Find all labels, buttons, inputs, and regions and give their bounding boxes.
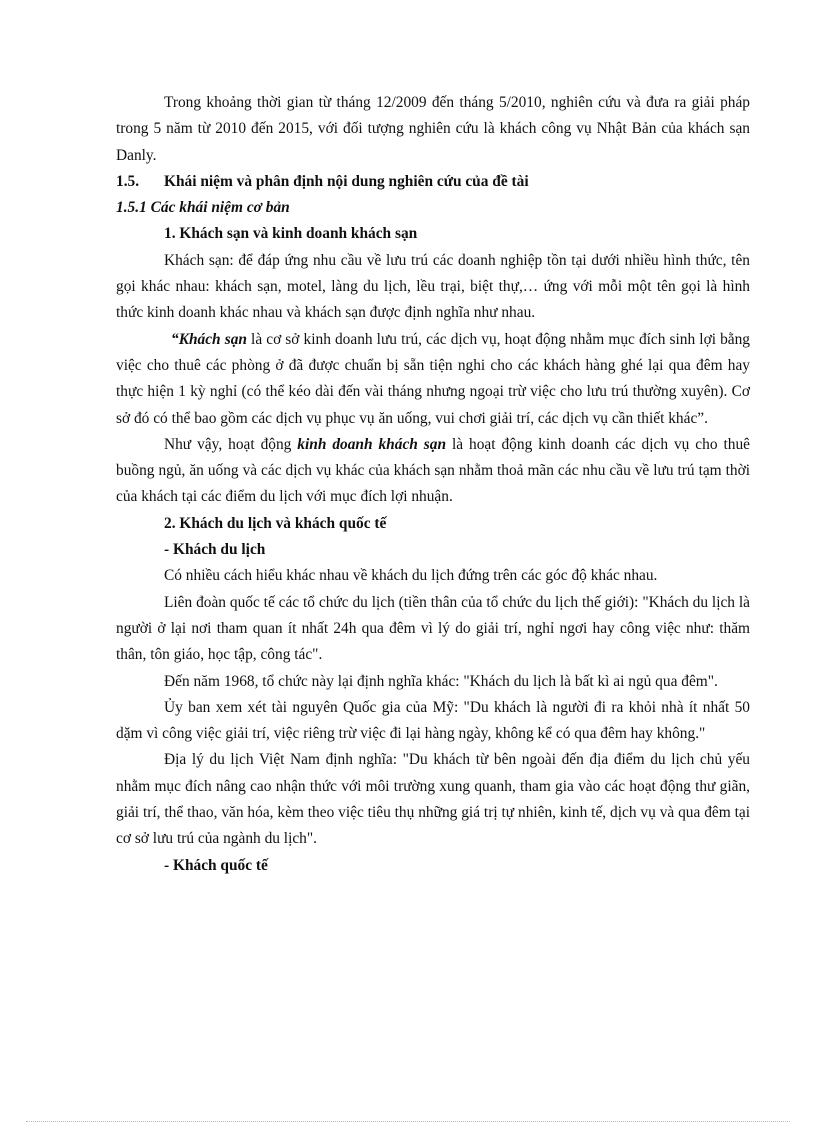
paragraph-kinh-doanh: [116, 432, 750, 511]
subsection-heading-1-5-1: 1.5.1 Các khái niệm cơ bản: [116, 199, 290, 217]
document-page: [116, 90, 750, 879]
kinh-doanh-body: là hoạt động kinh doanh các dịch vụ cho thuê buồng ngủ, ăn uống và các dịch vụ khác của khách sạn nhằm thoả mãn các nhu cầu về lưu trú tạm thời của khách tại các điểm du lịch với mục đích lợi nhuận.: [116, 435, 750, 506]
paragraph-nam-1968: Đến năm 1968, tổ chức này lại định nghĩa khác: "Khách du lịch là bất kì ai ngủ qua đêm".: [164, 672, 718, 690]
paragraph-uy-ban-my: Ủy ban xem xét tài nguyên Quốc gia của Mỹ: "Du khách là người đi ra khỏi nhà ít nhất 50 dặm vì công việc giải trí, việc riêng trừ việc đi lại hàng ngày, không kể có qua đêm hay không.": [116, 698, 750, 743]
page-bottom-rule: [26, 1121, 790, 1122]
paragraph-khach-san-quote: [116, 327, 750, 432]
heading-khach-san: 1. Khách sạn và kinh doanh khách sạn: [164, 225, 418, 243]
kinh-doanh-lead: Như vậy, hoạt động: [164, 435, 298, 453]
term-kinh-doanh-khach-san: kinh doanh khách sạn: [297, 435, 447, 453]
paragraph-dia-ly-du-lich: Địa lý du lịch Việt Nam định nghĩa: "Du khách từ bên ngoài đến địa điểm du lịch chủ yếu nhằm mục đích nâng cao nhận thức với môi trường xung quanh, tham gia vào các hoạt động thư giãn, giải trí, thể thao, văn hóa, kèm theo việc tiêu thụ những giá trị tự nhiên, kinh tế, dịch vụ và qua đêm tại cơ sở lưu trú của ngành du lịch".: [116, 751, 750, 848]
heading-khach-du-lich-quoc-te: 2. Khách du lịch và khách quốc tế: [164, 514, 387, 532]
quote-open: “: [171, 330, 179, 348]
subheading-khach-du-lich: - Khách du lịch: [164, 541, 266, 559]
paragraph-nhieu-cach-hieu: Có nhiều cách hiểu khác nhau về khách du lịch đứng trên các góc độ khác nhau.: [164, 567, 658, 585]
section-heading-1-5: [116, 169, 750, 195]
section-title: Khái niệm và phân định nội dung nghiên cứu của đề tài: [164, 172, 529, 190]
section-number: 1.5.: [116, 172, 140, 190]
paragraph-lien-doan: Liên đoàn quốc tế các tổ chức du lịch (tiền thân của tổ chức du lịch thế giới): "Khách du lịch là người ở lại nơi tham quan ít nhất 24h qua đêm vì lý do giải trí, nghỉ ngơi hay công việc như: thăm thân, tôn giáo, học tập, công tác".: [116, 593, 750, 664]
subheading-khach-quoc-te: - Khách quốc tế: [164, 856, 268, 874]
term-khach-san: Khách sạn: [178, 330, 247, 348]
paragraph-khach-san-definition: Khách sạn: để đáp ứng nhu cầu về lưu trú các doanh nghiệp tồn tại dưới nhiều hình thức, tên gọi khác nhau: khách sạn, motel, làng du lịch, lều trại, biệt thự,… ứng với mỗi một tên gọi là hình thức kinh doanh khác nhau và khách sạn được định nghĩa như nhau.: [116, 251, 750, 322]
intro-paragraph: Trong khoảng thời gian từ tháng 12/2009 đến tháng 5/2010, nghiên cứu và đưa ra giải pháp trong 5 năm từ 2010 đến 2015, với đối tượng nghiên cứu là khách công vụ Nhật Bản của khách sạn Danly.: [116, 94, 750, 164]
quote-body: là cơ sở kinh doanh lưu trú, các dịch vụ, hoạt động nhằm mục đích sinh lợi bằng việc cho thuê các phòng ở đã được chuẩn bị sẵn tiện nghi cho các khách hàng ghé lại qua đêm hay thực hiện 1 kỳ nghỉ (có thể kéo dài đến vài tháng nhưng ngoại trừ việc cho lưu trú thường xuyên). Cơ sở đó có thể bao gồm các dịch vụ phục vụ ăn uống, vui chơi giải trí, các dịch vụ cần thiết khác”.: [116, 330, 750, 427]
